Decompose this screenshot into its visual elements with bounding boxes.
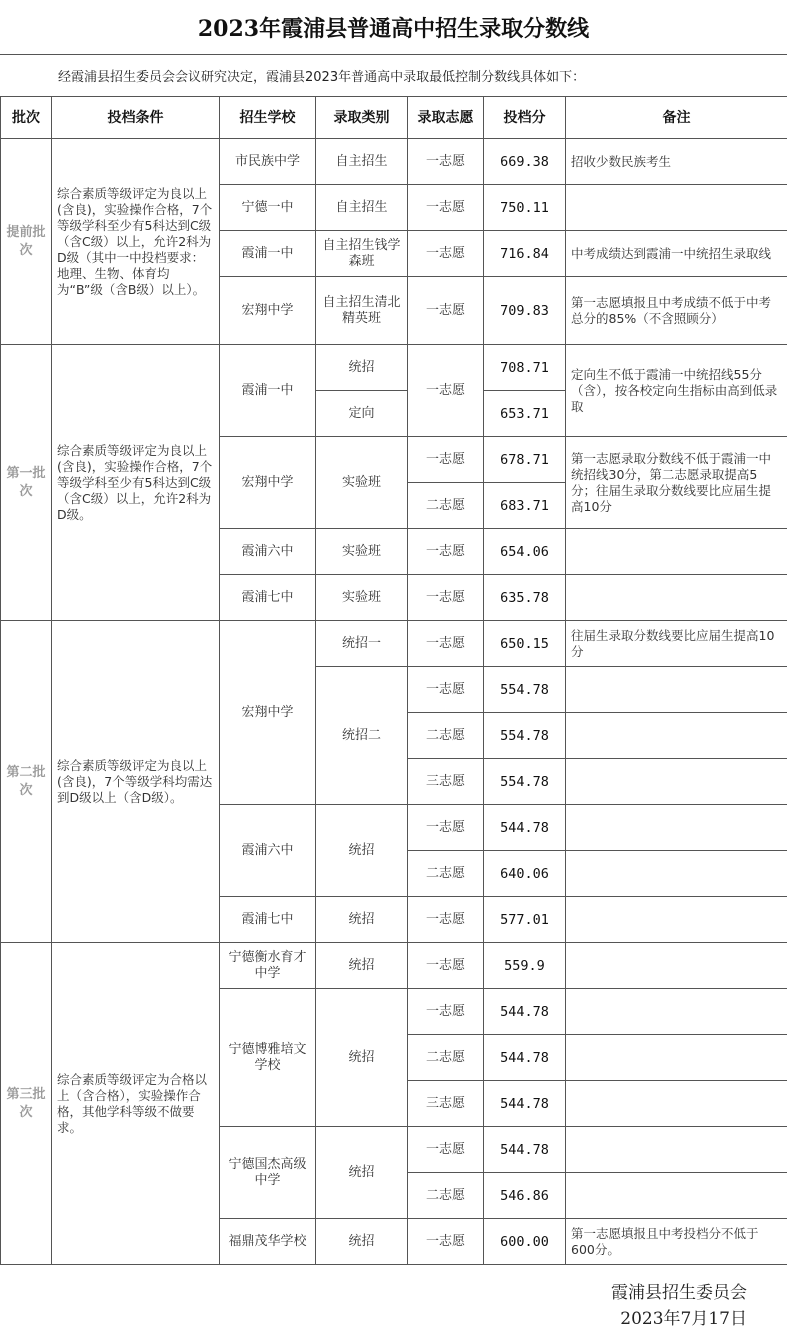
school-cell: 霞浦七中 — [220, 575, 316, 621]
school-cell: 宏翔中学 — [220, 437, 316, 529]
condition-cell: 综合素质等级评定为合格以上（含合格），实验操作合格，其他学科等级不做要求。 — [52, 943, 220, 1265]
note-cell — [566, 529, 787, 575]
choice-cell: 二志愿 — [408, 1173, 484, 1219]
note-cell — [566, 1173, 787, 1219]
school-cell: 福鼎茂华学校 — [220, 1219, 316, 1265]
note-cell: 定向生不低于霞浦一中统招线55分（含），按各校定向生指标由高到低录取 — [566, 345, 787, 437]
note-cell — [566, 185, 787, 231]
note-cell — [566, 1081, 787, 1127]
category-cell: 统招一 — [316, 621, 408, 667]
intro-text: 经霞浦县招生委员会会议研究决定，霞浦县2023年普通高中录取最低控制分数线具体如下： — [58, 69, 586, 85]
note-cell — [566, 713, 787, 759]
note-cell — [566, 1035, 787, 1081]
condition-cell: 综合素质等级评定为良以上(含良)，实验操作合格，7个等级学科至少有5科达到C级（含C级）以上，允许2科为D级。 — [52, 345, 220, 621]
score-cell: 640.06 — [484, 851, 566, 897]
score-cell: 559.9 — [484, 943, 566, 989]
issue-date: 2023年7月17日 — [620, 1309, 747, 1329]
choice-cell: 二志愿 — [408, 851, 484, 897]
school-cell: 霞浦一中 — [220, 345, 316, 437]
score-cell: 554.78 — [484, 759, 566, 805]
batch-cell: 第二批次 — [1, 621, 52, 943]
category-cell: 统招 — [316, 943, 408, 989]
score-cell: 678.71 — [484, 437, 566, 483]
header-choice: 录取志愿 — [408, 97, 484, 139]
note-cell: 往届生录取分数线要比应届生提高10分 — [566, 621, 787, 667]
note-cell — [566, 575, 787, 621]
score-cell: 654.06 — [484, 529, 566, 575]
score-cell: 554.78 — [484, 713, 566, 759]
note-cell: 中考成绩达到霞浦一中统招生录取线 — [566, 231, 787, 277]
school-cell: 宁德一中 — [220, 185, 316, 231]
school-cell: 宏翔中学 — [220, 277, 316, 345]
note-cell: 第一志愿填报且中考成绩不低于中考总分的85%（不含照顾分） — [566, 277, 787, 345]
score-cell: 554.78 — [484, 667, 566, 713]
school-cell: 宁德博雅培文学校 — [220, 989, 316, 1127]
school-cell: 宁德国杰高级中学 — [220, 1127, 316, 1219]
school-cell: 宏翔中学 — [220, 621, 316, 805]
school-cell: 霞浦六中 — [220, 529, 316, 575]
category-cell: 实验班 — [316, 575, 408, 621]
table-row — [1, 943, 787, 989]
school-cell: 宁德衡水育才中学 — [220, 943, 316, 989]
condition-cell: 综合素质等级评定为良以上(含良)，7个等级学科均需达到D级以上（含D级）。 — [52, 621, 220, 943]
choice-cell: 三志愿 — [408, 1081, 484, 1127]
score-cell: 716.84 — [484, 231, 566, 277]
choice-cell: 二志愿 — [408, 713, 484, 759]
category-cell: 自主招生钱学森班 — [316, 231, 408, 277]
category-cell: 自主招生 — [316, 185, 408, 231]
choice-cell: 一志愿 — [408, 575, 484, 621]
choice-cell: 一志愿 — [408, 943, 484, 989]
category-cell: 实验班 — [316, 529, 408, 575]
choice-cell: 二志愿 — [408, 1035, 484, 1081]
school-cell: 市民族中学 — [220, 139, 316, 185]
note-cell: 第一志愿录取分数线不低于霞浦一中统招线30分，第二志愿录取提高5分；往届生录取分数线要比应届生提高10分 — [566, 437, 787, 529]
note-cell — [566, 851, 787, 897]
choice-cell: 一志愿 — [408, 529, 484, 575]
note-cell — [566, 667, 787, 713]
choice-cell: 一志愿 — [408, 805, 484, 851]
choice-cell: 一志愿 — [408, 1219, 484, 1265]
page-title: 2023年霞浦县普通高中招生录取分数线 — [0, 0, 787, 55]
category-cell: 统招 — [316, 1219, 408, 1265]
batch-cell: 第一批次 — [1, 345, 52, 621]
choice-cell: 一志愿 — [408, 897, 484, 943]
choice-cell: 一志愿 — [408, 277, 484, 345]
choice-cell: 一志愿 — [408, 185, 484, 231]
header-batch: 批次 — [1, 97, 52, 139]
category-cell: 统招二 — [316, 667, 408, 805]
score-cell: 683.71 — [484, 483, 566, 529]
category-cell: 自主招生 — [316, 139, 408, 185]
note-cell — [566, 943, 787, 989]
choice-cell: 一志愿 — [408, 989, 484, 1035]
school-cell: 霞浦七中 — [220, 897, 316, 943]
category-cell: 统招 — [316, 1127, 408, 1219]
category-cell: 统招 — [316, 897, 408, 943]
note-cell: 招收少数民族考生 — [566, 139, 787, 185]
category-cell: 自主招生清北精英班 — [316, 277, 408, 345]
school-cell: 霞浦六中 — [220, 805, 316, 897]
score-cell: 653.71 — [484, 391, 566, 437]
score-cell: 544.78 — [484, 805, 566, 851]
score-cell: 750.11 — [484, 185, 566, 231]
choice-cell: 一志愿 — [408, 621, 484, 667]
table-row — [1, 139, 787, 185]
choice-cell: 一志愿 — [408, 667, 484, 713]
score-cell: 544.78 — [484, 1081, 566, 1127]
choice-cell: 一志愿 — [408, 1127, 484, 1173]
note-cell — [566, 759, 787, 805]
issuing-organization: 霞浦县招生委员会 — [611, 1283, 747, 1303]
batch-cell: 第三批次 — [1, 943, 52, 1265]
category-cell: 统招 — [316, 989, 408, 1127]
school-cell: 霞浦一中 — [220, 231, 316, 277]
header-score: 投档分 — [484, 97, 566, 139]
note-cell — [566, 1127, 787, 1173]
choice-cell: 一志愿 — [408, 231, 484, 277]
choice-cell: 一志愿 — [408, 345, 484, 437]
score-cell: 600.00 — [484, 1219, 566, 1265]
choice-cell: 二志愿 — [408, 483, 484, 529]
admission-score-table — [0, 96, 787, 1265]
batch-cell: 提前批次 — [1, 139, 52, 345]
note-cell — [566, 897, 787, 943]
score-cell: 669.38 — [484, 139, 566, 185]
score-cell: 635.78 — [484, 575, 566, 621]
score-cell: 708.71 — [484, 345, 566, 391]
category-cell: 定向 — [316, 391, 408, 437]
category-cell: 统招 — [316, 345, 408, 391]
choice-cell: 一志愿 — [408, 139, 484, 185]
choice-cell: 三志愿 — [408, 759, 484, 805]
choice-cell: 一志愿 — [408, 437, 484, 483]
table-row — [1, 621, 787, 667]
category-cell: 统招 — [316, 805, 408, 897]
score-cell: 544.78 — [484, 1035, 566, 1081]
score-cell: 650.15 — [484, 621, 566, 667]
header-note: 备注 — [566, 97, 787, 139]
header-condition: 投档条件 — [52, 97, 220, 139]
score-cell: 544.78 — [484, 1127, 566, 1173]
header-row — [1, 97, 787, 139]
score-cell: 546.86 — [484, 1173, 566, 1219]
score-cell: 709.83 — [484, 277, 566, 345]
score-cell: 544.78 — [484, 989, 566, 1035]
category-cell: 实验班 — [316, 437, 408, 529]
header-category: 录取类别 — [316, 97, 408, 139]
condition-cell: 综合素质等级评定为良以上(含良)，实验操作合格，7个等级学科至少有5科达到C级（含C级）以上，允许2科为D级（其中一中投档要求：地理、生物、体育均为“B”级（含B级）以上）。 — [52, 139, 220, 345]
header-school: 招生学校 — [220, 97, 316, 139]
table-row — [1, 345, 787, 391]
note-cell — [566, 989, 787, 1035]
note-cell — [566, 805, 787, 851]
score-cell: 577.01 — [484, 897, 566, 943]
note-cell: 第一志愿填报且中考投档分不低于600分。 — [566, 1219, 787, 1265]
